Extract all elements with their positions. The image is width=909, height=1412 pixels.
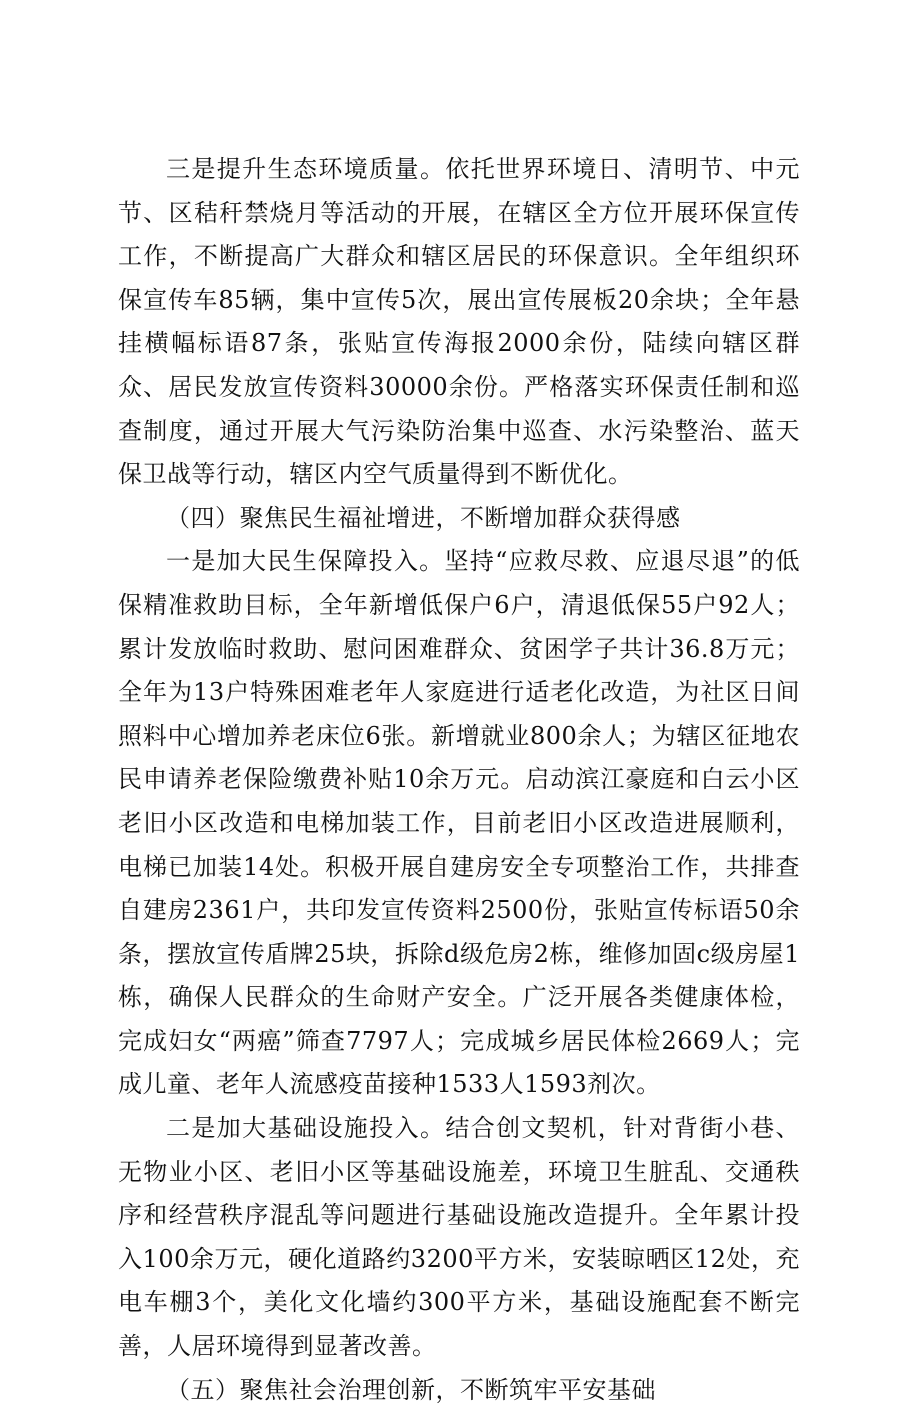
section-heading-5: （五）聚焦社会治理创新，不断筑牢平安基础 [166, 1375, 656, 1404]
section-heading-4: （四）聚焦民生福祉增进，不断增加群众获得感 [166, 503, 681, 532]
paragraph-ecology: 三是提升生态环境质量。依托世界环境日、清明节、中元节、区秸秆禁烧月等活动的开展，在辖区全方位开展环保宣传工作，不断提高广大群众和辖区居民的环保意识。全年组织环保宣传车85辆，集中宣传5次，展出宣传展板20余块；全年悬挂横幅标语87条，张贴宣传海报2000余份，陆续向辖区群众、居民发放宣传资料30000余份。严格落实环保责任制和巡查制度，通过开展大气污染防治集中巡查、水污染整治、蓝天保卫战等行动，辖区内空气质量得到不断优化。 [118, 155, 800, 489]
paragraph-livelihood: 一是加大民生保障投入。坚持“应救尽救、应退尽退”的低保精准救助目标，全年新增低保户6户，清退低保55户92人；累计发放临时救助、慰问困难群众、贫困学子共计36.8万元；全年为13户特殊困难老年人家庭进行适老化改造，为社区日间照料中心增加养老床位6张。新增就业800余人；为辖区征地农民申请养老保险缴费补贴10余万元。启动滨江豪庭和白云小区老旧小区改造和电梯加装工作，目前老旧小区改造进展顺利，电梯已加装14处。积极开展自建房安全专项整治工作，共排查自建房2361户，共印发宣传资料2500份，张贴宣传标语50余条，摆放宣传盾牌25块，拆除d级危房2栋，维修加固c级房屋1栋，确保人民群众的生命财产安全。广泛开展各类健康体检，完成妇女“两癌”筛查7797人；完成城乡居民体检2669人；完成儿童、老年人流感疫苗接种1533人1593剂次。 [118, 547, 800, 1099]
document-body [118, 148, 800, 1412]
paragraph-infrastructure: 二是加大基础设施投入。结合创文契机，针对背街小巷、无物业小区、老旧小区等基础设施差，环境卫生脏乱、交通秩序和经营秩序混乱等问题进行基础设施改造提升。全年累计投入100余万元，硬化道路约3200平方米，安装晾晒区12处，充电车棚3个，美化文化墙约300平方米，基础设施配套不断完善，人居环境得到显著改善。 [118, 1114, 800, 1361]
